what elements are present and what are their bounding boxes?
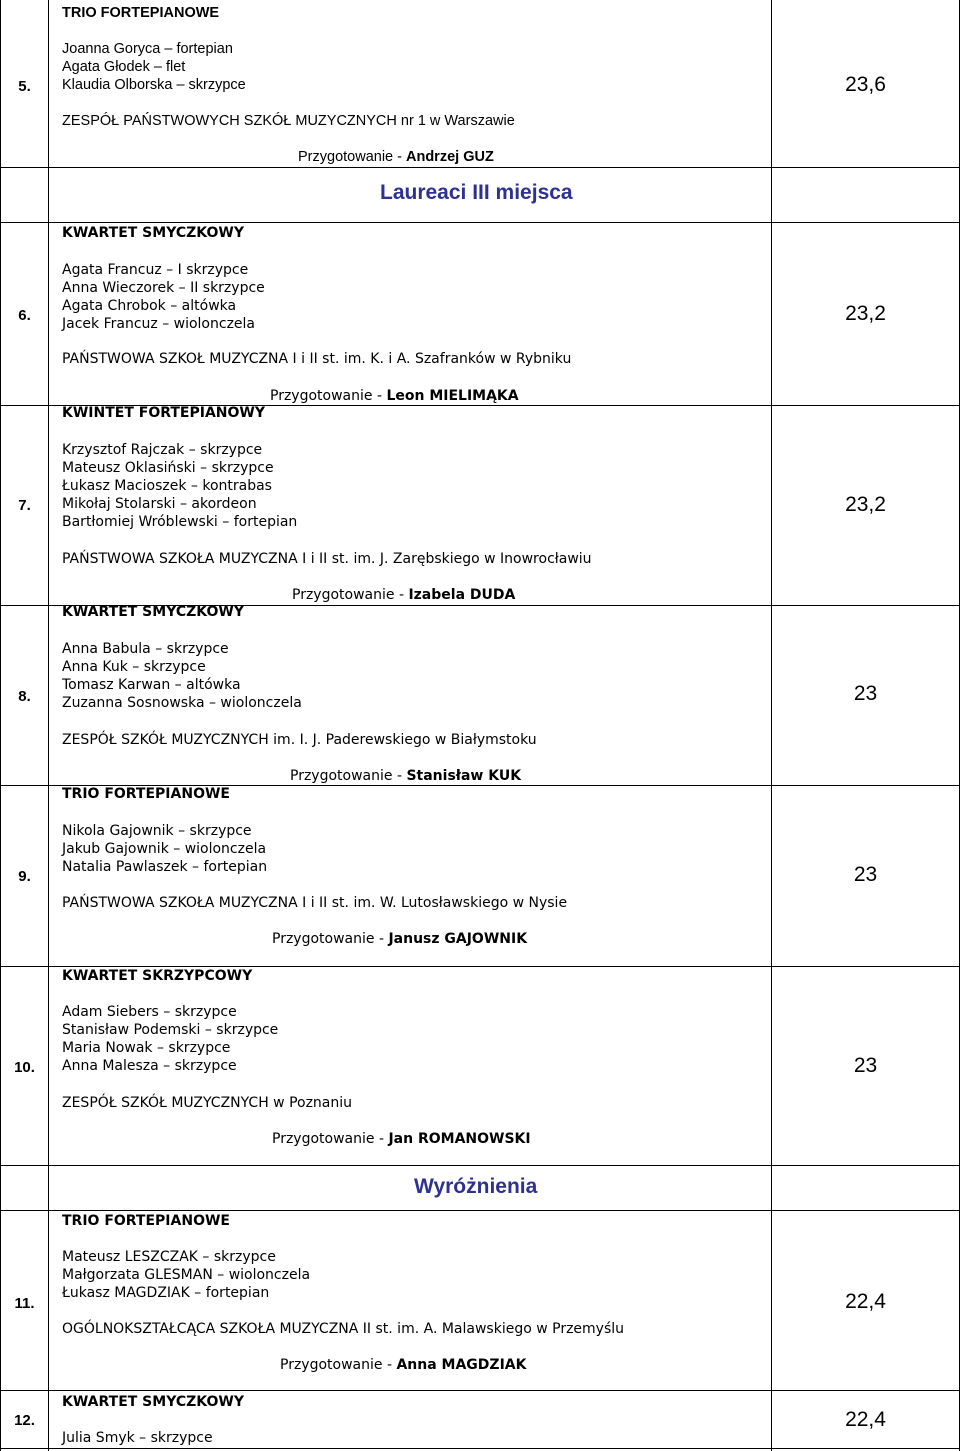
score: 22,4 [845, 1408, 886, 1431]
table-column-divider [771, 0, 772, 1451]
member: Agata Głodek – flet [62, 59, 186, 75]
member: Anna Kuk – skrzypce [62, 659, 206, 675]
ensemble-name: TRIO FORTEPIANOWE [62, 1213, 230, 1229]
score: 23 [853, 1054, 878, 1077]
entry-number: 5. [18, 78, 31, 95]
preparation-line [298, 148, 494, 166]
school-name: PAŃSTWOWA SZKOŁA MUZYCZNA I i II st. im. J. Zarębskiego w Inowrocławiu [62, 551, 592, 567]
preparation-label: Przygotowanie - [280, 1357, 397, 1373]
preparation-line [280, 1356, 526, 1374]
ensemble-name: KWARTET SMYCZKOWY [62, 604, 244, 620]
member: Mikołaj Stolarski – akordeon [62, 496, 257, 512]
preparation-label: Przygotowanie - [272, 931, 389, 947]
entry-number: 7. [18, 497, 31, 514]
member: Adam Siebers – skrzypce [62, 1004, 237, 1020]
preparation-label: Przygotowanie - [272, 1131, 389, 1147]
score: 23 [853, 863, 878, 886]
score: 23 [853, 682, 878, 705]
member: Małgorzata GLESMAN – wiolonczela [62, 1267, 311, 1283]
member: Nikola Gajownik – skrzypce [62, 823, 252, 839]
score: 23,6 [845, 73, 886, 96]
entry-number: 8. [18, 688, 31, 705]
school-name: ZESPÓŁ SZKÓŁ MUZYCZNYCH im. I. J. Paderewskiego w Białymstoku [62, 732, 537, 748]
table-row-divider [0, 167, 960, 168]
member: Krzysztof Rajczak – skrzypce [62, 442, 263, 458]
member: Anna Wieczorek – II skrzypce [62, 280, 265, 296]
ensemble-name: TRIO FORTEPIANOWE [62, 5, 220, 21]
school-name: OGÓLNOKSZTAŁCĄCA SZKOŁA MUZYCZNA II st. im. A. Malawskiego w Przemyślu [62, 1321, 625, 1337]
member: Julia Smyk – skrzypce [62, 1430, 213, 1446]
member: Joanna Goryca – fortepian [62, 41, 233, 57]
school-name: PAŃSTWOWA SZKOŁA MUZYCZNA I i II st. im. W. Lutosławskiego w Nysie [62, 895, 568, 911]
preparation-line [270, 387, 519, 405]
member: Anna Babula – skrzypce [62, 641, 229, 657]
member: Łukasz MAGDZIAK – fortepian [62, 1285, 270, 1301]
member: Łukasz Macioszek – kontrabas [62, 478, 272, 494]
member: Agata Chrobok – altówka [62, 298, 237, 314]
ensemble-name: KWINTET FORTEPIANOWY [62, 405, 265, 421]
member: Klaudia Olborska – skrzypce [62, 77, 246, 93]
preparation-line [292, 586, 515, 604]
ensemble-name: KWARTET SMYCZKOWY [62, 1394, 244, 1410]
teacher-name: Leon MIELIMĄKA [386, 388, 519, 404]
teacher-name: Jan ROMANOWSKI [388, 1131, 531, 1147]
entry-number: 11. [14, 1295, 35, 1312]
preparation-label: Przygotowanie - [270, 388, 387, 404]
preparation-label: Przygotowanie - [298, 149, 406, 165]
score: 23,2 [845, 302, 886, 325]
teacher-name: Stanisław KUK [406, 768, 522, 784]
entry-number: 10. [14, 1059, 35, 1076]
member: Maria Nowak – skrzypce [62, 1040, 231, 1056]
table-row-divider [0, 1165, 960, 1166]
member: Jacek Francuz – wiolonczela [62, 316, 255, 332]
member: Anna Malesza – skrzypce [62, 1058, 237, 1074]
member: Natalia Pawlaszek – fortepian [62, 859, 268, 875]
ensemble-name: KWARTET SMYCZKOWY [62, 225, 244, 241]
table-row-divider [0, 1210, 960, 1211]
section-heading-honorable: Wyróżnienia [414, 1175, 538, 1198]
preparation-label: Przygotowanie - [290, 768, 407, 784]
school-name: ZESPÓŁ PAŃSTWOWYCH SZKÓŁ MUZYCZNYCH nr 1 w Warszawie [62, 113, 515, 129]
ensemble-name: KWARTET SKRZYPCOWY [62, 968, 253, 984]
score: 23,2 [845, 493, 886, 516]
school-name: ZESPÓŁ SZKÓŁ MUZYCZNYCH w Poznaniu [62, 1095, 353, 1111]
member: Zuzanna Sosnowska – wiolonczela [62, 695, 302, 711]
preparation-line [272, 1130, 531, 1148]
member: Jakub Gajownik – wiolonczela [62, 841, 267, 857]
teacher-name: Andrzej GUZ [406, 149, 494, 165]
table-border-bottom [0, 1448, 960, 1449]
preparation-label: Przygotowanie - [292, 587, 409, 603]
member: Agata Francuz – I skrzypce [62, 262, 249, 278]
section-heading-third-place: Laureaci III miejsca [380, 181, 573, 204]
table-row-divider [0, 222, 960, 223]
table-border-left [0, 0, 1, 1451]
teacher-name: Janusz GAJOWNIK [388, 931, 528, 947]
table-row-divider [0, 1390, 960, 1391]
teacher-name: Izabela DUDA [408, 587, 516, 603]
member: Stanisław Podemski – skrzypce [62, 1022, 279, 1038]
table-column-divider [48, 0, 49, 1451]
teacher-name: Anna MAGDZIAK [396, 1357, 527, 1373]
entry-number: 9. [18, 868, 31, 885]
member: Mateusz Oklasiński – skrzypce [62, 460, 274, 476]
member: Mateusz LESZCZAK – skrzypce [62, 1249, 276, 1265]
member: Bartłomiej Wróblewski – fortepian [62, 514, 298, 530]
score: 22,4 [845, 1290, 886, 1313]
school-name: PAŃSTWOWA SZKOŁ MUZYCZNA I i II st. im. K. i A. Szafranków w Rybniku [62, 351, 572, 367]
preparation-line [272, 930, 527, 948]
member: Tomasz Karwan – altówka [62, 677, 241, 693]
preparation-line [290, 767, 521, 785]
ensemble-name: TRIO FORTEPIANOWE [62, 786, 230, 802]
entry-number: 6. [18, 307, 31, 324]
entry-number: 12. [14, 1412, 35, 1429]
